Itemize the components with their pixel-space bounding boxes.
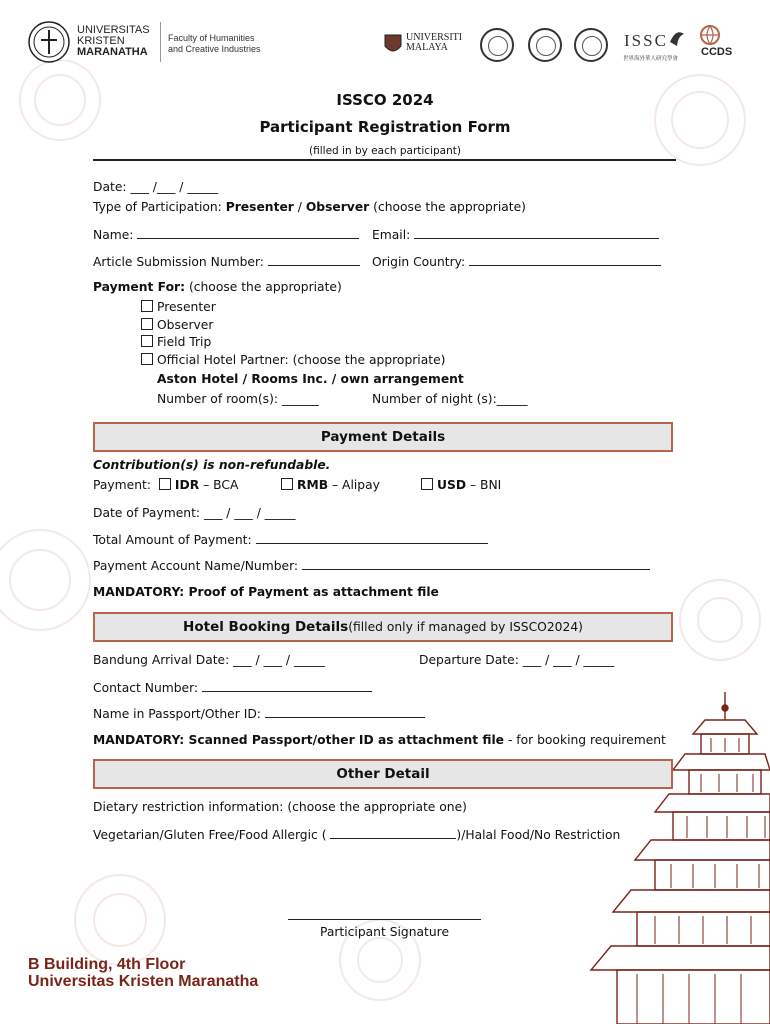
option-hotel[interactable] (141, 353, 445, 367)
maranatha-logo-icon (27, 20, 71, 64)
field-trip-checkbox[interactable] (141, 335, 153, 347)
signature-line[interactable] (288, 919, 481, 920)
footer-line-1: B Building, 4th Floor (28, 956, 186, 973)
other-detail-header (93, 759, 673, 789)
rmb-option[interactable] (281, 478, 380, 492)
dietary-options-end: )/Halal Food/No Restriction (456, 828, 621, 842)
seal-logo-3-icon (574, 28, 608, 62)
nonrefundable-note: Contribution(s) is non-refundable. (93, 458, 331, 472)
arrival-date-field[interactable]: Bandung Arrival Date: ___ / ___ / _____ (93, 653, 325, 667)
pagoda-illustration-icon (585, 690, 770, 1024)
origin-country-input[interactable] (469, 254, 661, 266)
hotel-booking-header (93, 612, 673, 642)
passport-name-input[interactable] (265, 706, 425, 718)
ccds-globe-icon (699, 24, 721, 46)
logo-line-2: KRISTEN (77, 35, 125, 47)
payment-date-field[interactable]: Date of Payment: ___ / ___ / _____ (93, 506, 296, 520)
issc-bird-icon (668, 28, 686, 48)
name-input[interactable] (137, 227, 359, 239)
hotel-choices[interactable]: Aston Hotel / Rooms Inc. / own arrangement (157, 372, 464, 386)
email-label: Email: (372, 228, 411, 242)
issc-logo-text: ISSC (624, 31, 668, 50)
participation-type (93, 200, 526, 214)
observer-checkbox[interactable] (141, 318, 153, 330)
signature-label: Participant Signature (319, 925, 450, 939)
seal-logo-2-icon (528, 28, 562, 62)
hotel-checkbox[interactable] (141, 353, 153, 365)
observer-option-label: Observer (157, 318, 214, 332)
footer-line-2: Universitas Kristen Maranatha (28, 973, 259, 990)
hotel-mandatory-text: MANDATORY: Scanned Passport/other ID as attachment file (93, 733, 505, 747)
name-label: Name: (93, 228, 134, 242)
field-trip-option-label: Field Trip (157, 335, 212, 349)
origin-country-label: Origin Country: (372, 255, 466, 269)
other-detail-title: Other Detail (336, 766, 430, 782)
um-line-2: MALAYA (406, 42, 448, 53)
hotel-option-label: Official Hotel Partner: (choose the appropriate) (157, 353, 446, 367)
account-input[interactable] (302, 558, 650, 570)
payment-method-label: Payment: (93, 478, 151, 492)
payment-mandatory-note: MANDATORY: Proof of Payment as attachment file (93, 585, 439, 599)
rmb-label: RMB (297, 478, 329, 492)
participation-label: Type of Participation: (93, 200, 226, 214)
usd-checkbox[interactable] (421, 478, 433, 490)
option-field-trip[interactable] (141, 335, 211, 349)
faculty-line-1: Faculty of Humanities (168, 33, 255, 43)
seal-logo-1-icon (480, 28, 514, 62)
nights-field[interactable]: Number of night (s):_____ (372, 392, 528, 406)
title-rule (93, 159, 676, 161)
usd-option[interactable] (421, 478, 501, 492)
idr-checkbox[interactable] (159, 478, 171, 490)
option-observer[interactable] (141, 318, 213, 332)
food-allergy-input[interactable] (330, 827, 456, 839)
issc-subtitle: 世界海外華人研究學會 (623, 56, 679, 62)
ccds-logo-text: CCDS (701, 46, 733, 58)
hotel-mandatory-suffix: - for booking requirement (504, 733, 666, 747)
presenter-option-label: Presenter (157, 300, 216, 314)
rmb-checkbox[interactable] (281, 478, 293, 490)
payment-details-title: Payment Details (320, 429, 446, 445)
hotel-booking-title: Hotel Booking Details (183, 619, 349, 635)
presenter-checkbox[interactable] (141, 300, 153, 312)
page-title: ISSCO 2024 (336, 91, 434, 109)
rooms-field[interactable]: Number of room(s): ______ (157, 392, 319, 406)
rmb-bank: – Alipay (328, 478, 380, 492)
date-field[interactable]: Date: ___ /___ / _____ (93, 180, 219, 194)
idr-label: IDR (174, 478, 200, 492)
logo-line-3: MARANATHA (77, 46, 148, 58)
usd-bank: – BNI (466, 478, 502, 492)
dietary-options[interactable] (93, 827, 620, 842)
idr-bank: – BCA (199, 478, 239, 492)
logo-line-1: UNIVERSITAS (77, 24, 150, 36)
participation-note: (choose the appropriate) (369, 200, 526, 214)
faculty-line-2: and Creative Industries (168, 44, 261, 54)
payment-for-label: Payment For: (93, 280, 186, 294)
contact-number-input[interactable] (202, 680, 372, 692)
departure-date-field[interactable]: Departure Date: ___ / ___ / _____ (419, 653, 615, 667)
hotel-mandatory-note (93, 733, 666, 747)
payment-method-row (93, 478, 238, 492)
header-divider (160, 22, 161, 62)
um-line-1: UNIVERSITI (406, 32, 463, 43)
dietary-options-start: Vegetarian/Gluten Free/Food Allergic ( (93, 828, 327, 842)
payment-details-header (93, 422, 673, 452)
passport-name-label: Name in Passport/Other ID: (93, 707, 261, 721)
form-subtitle: (filled in by each participant) (309, 145, 461, 157)
hotel-booking-note: (filled only if managed by ISSCO2024) (348, 620, 583, 634)
article-number-label: Article Submission Number: (93, 255, 264, 269)
usd-label: USD (437, 478, 467, 492)
participation-observer[interactable]: Observer (305, 200, 370, 214)
participation-presenter[interactable]: Presenter (225, 200, 294, 214)
email-input[interactable] (414, 227, 659, 239)
article-number-input[interactable] (268, 254, 360, 266)
dietary-info-label: Dietary restriction information: (choose the appropriate one) (93, 800, 467, 814)
option-presenter[interactable] (141, 300, 216, 314)
participation-slash: / (293, 200, 306, 214)
total-amount-input[interactable] (256, 532, 488, 544)
form-title: Participant Registration Form (259, 118, 511, 136)
account-label: Payment Account Name/Number: (93, 559, 299, 573)
um-crest-icon (384, 34, 402, 56)
contact-number-label: Contact Number: (93, 681, 199, 695)
total-amount-label: Total Amount of Payment: (93, 533, 252, 547)
payment-for-note: (choose the appropriate) (185, 280, 342, 294)
